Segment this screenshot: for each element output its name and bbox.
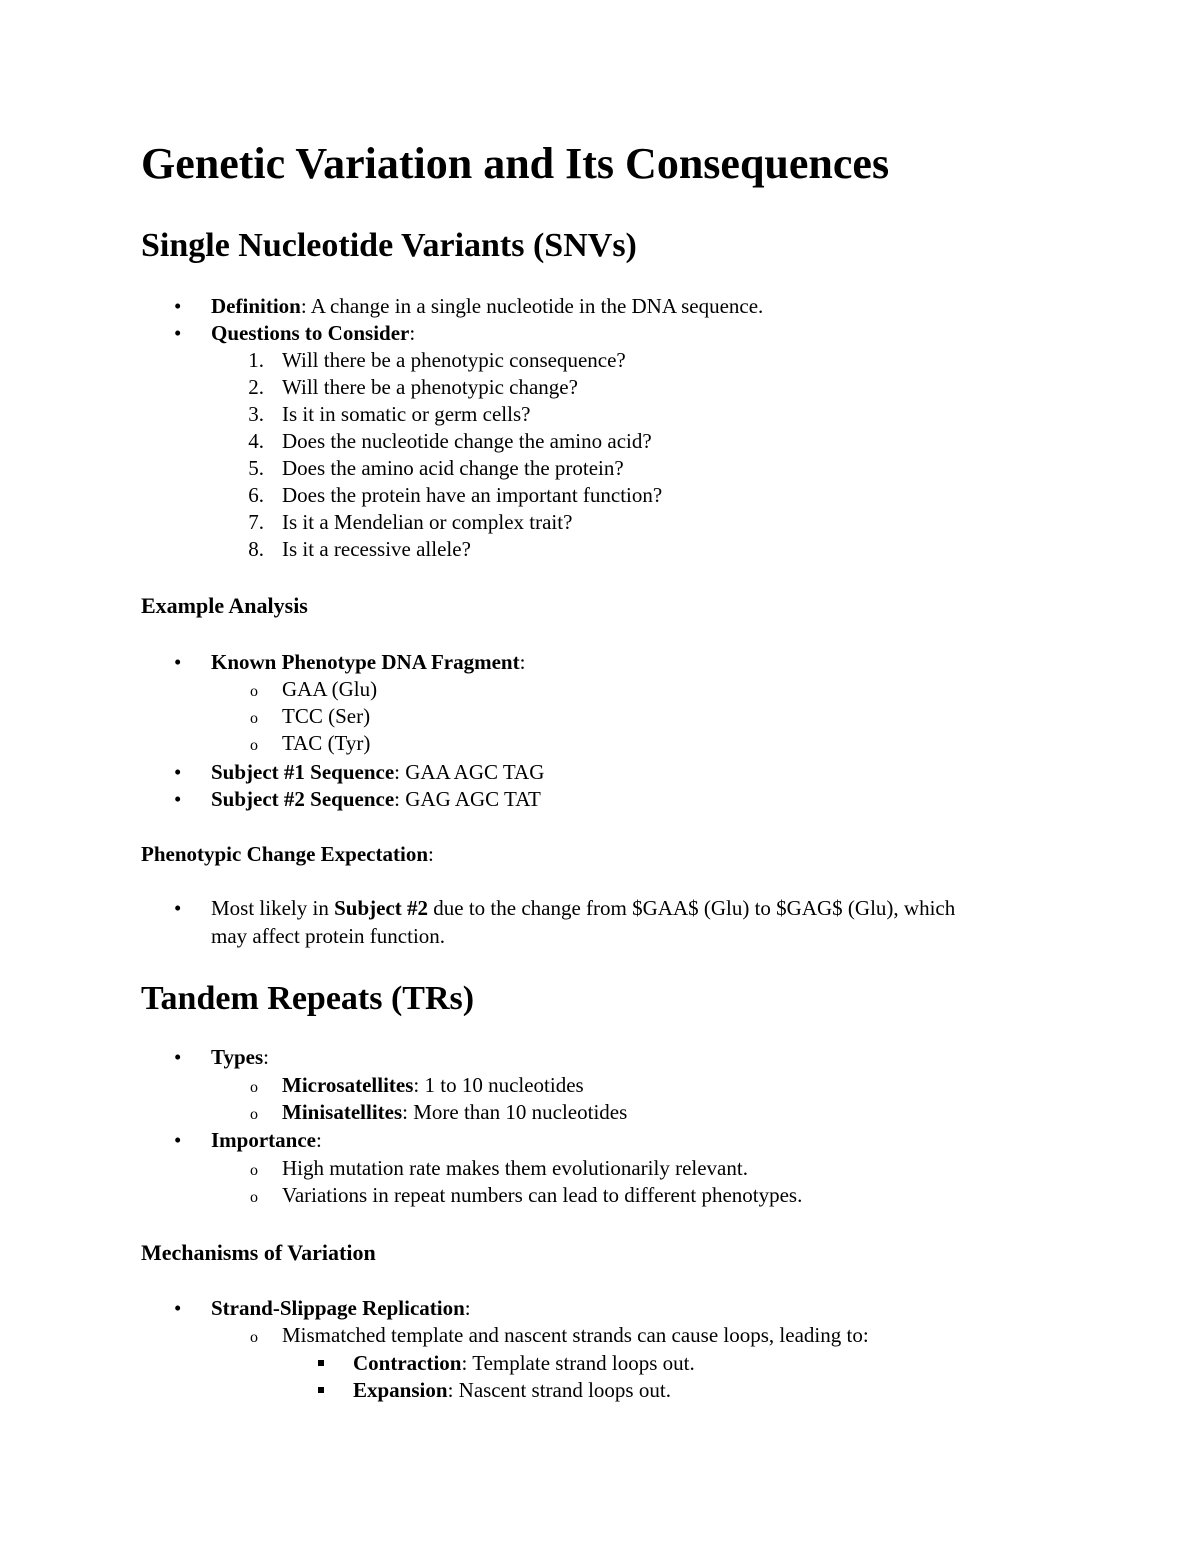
definition-item [211,296,763,317]
bullet-icon: • [174,896,182,920]
bullet-icon: • [174,787,182,811]
questions-item: Questions to Consider: [211,321,416,345]
importance-label: Importance [211,1128,316,1152]
list-number: 2. [248,375,264,399]
bullet-icon: • [174,294,182,318]
question-item: Does the protein have an important function? [282,483,663,507]
contraction-label: Contraction [353,1351,462,1375]
circle-bullet-icon: o [250,1329,258,1346]
circle-bullet-icon: o [250,1106,258,1123]
subject2-sequence: : GAG AGC TAT [394,787,541,811]
bullet-icon: • [174,650,182,674]
importance-item: Importance: [211,1128,322,1152]
circle-bullet-icon: o [250,683,258,700]
types-label: Types [211,1045,264,1069]
subject2-label: Subject #2 Sequence [211,787,395,811]
known-label: Known Phenotype DNA Fragment [211,650,520,674]
circle-bullet-icon: o [250,1079,258,1096]
expectation-subject: Subject #2 [334,896,429,920]
square-bullet-icon [318,1360,324,1366]
importance-point: High mutation rate makes them evolutionarily relevant. [282,1156,748,1180]
bullet-icon: • [174,321,182,345]
example-heading: Example Analysis [141,593,308,618]
expectation-item: Most likely in Subject #2 due to the change from $GAA$ (Glu) to $GAG$ (Glu), which [211,896,956,920]
subject1-label: Subject #1 Sequence [211,760,395,784]
question-item: Does the nucleotide change the amino acid? [282,429,652,453]
known-codon: GAA (Glu) [282,677,378,701]
definition-text: : A change in a single nucleotide in the DNA sequence. [300,294,764,318]
known-codon: TAC (Tyr) [282,731,371,755]
mechanisms-heading: Mechanisms of Variation [141,1240,376,1265]
bullet-icon: • [174,1045,182,1069]
expansion-item: Expansion: Nascent strand loops out. [353,1378,671,1402]
circle-bullet-icon: o [250,710,258,727]
list-number: 3. [248,402,264,426]
bullet-icon: • [174,1128,182,1152]
bullet-icon: • [174,760,182,784]
subject2-item [211,789,541,810]
microsatellites-label: Microsatellites [282,1073,414,1097]
document-title: Genetic Variation and Its Consequences [141,139,890,188]
importance-point: Variations in repeat numbers can lead to different phenotypes. [282,1183,803,1207]
slippage-point: Mismatched template and nascent strands can cause loops, leading to: [282,1323,869,1347]
microsatellites-item: Microsatellites: 1 to 10 nucleotides [282,1073,584,1097]
slippage-item: Strand-Slippage Replication: [211,1296,471,1320]
snv-heading: Single Nucleotide Variants (SNVs) [141,227,637,264]
question-item: Will there be a phenotypic change? [282,375,578,399]
known-item: Known Phenotype DNA Fragment: [211,650,526,674]
tr-heading: Tandem Repeats (TRs) [141,980,475,1017]
question-item: Will there be a phenotypic consequence? [282,348,626,372]
subject1-item [211,762,544,783]
circle-bullet-icon: o [250,737,258,754]
list-number: 7. [248,510,264,534]
types-item: Types: [211,1045,269,1069]
minisatellites-label: Minisatellites [282,1100,403,1124]
bullet-icon: • [174,1296,182,1320]
known-codon: TCC (Ser) [282,704,371,728]
circle-bullet-icon: o [250,1162,258,1179]
slippage-label: Strand-Slippage Replication [211,1296,465,1320]
list-number: 4. [248,429,264,453]
minisatellites-item: Minisatellites: More than 10 nucleotides [282,1100,628,1124]
question-item: Is it a Mendelian or complex trait? [282,510,573,534]
expansion-label: Expansion [353,1378,448,1402]
square-bullet-icon [318,1387,324,1393]
expectation-heading: Phenotypic Change Expectation: [141,842,434,866]
subject1-sequence: : GAA AGC TAG [394,760,545,784]
questions-label: Questions to Consider [211,321,410,345]
list-number: 5. [248,456,264,480]
question-item: Is it a recessive allele? [282,537,471,561]
expectation-label: Phenotypic Change Expectation [141,842,429,866]
list-number: 1. [248,348,264,372]
list-number: 8. [248,537,264,561]
circle-bullet-icon: o [250,1189,258,1206]
list-number: 6. [248,483,264,507]
contraction-item: Contraction: Template strand loops out. [353,1351,695,1375]
question-item: Does the amino acid change the protein? [282,456,624,480]
definition-label: Definition [211,294,301,318]
question-item: Is it in somatic or germ cells? [282,402,531,426]
expectation-item-continued: may affect protein function. [211,924,446,948]
